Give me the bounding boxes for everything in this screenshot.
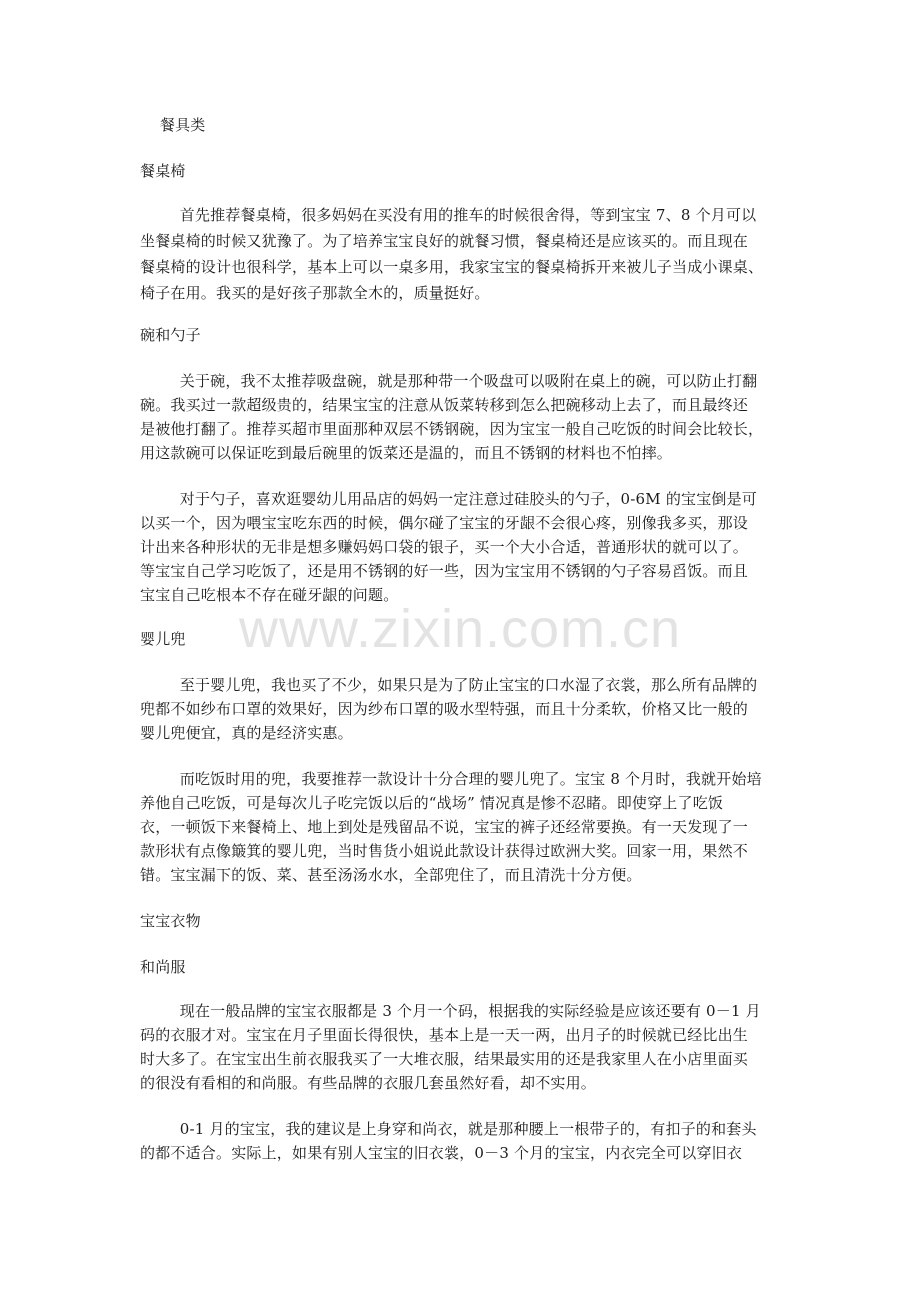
paragraph-line: 至于婴儿兜，我也买了不少，如果只是为了防止宝宝的口水湿了衣裳，那么所有品牌的	[140, 676, 758, 694]
paragraph-line: 的很没有看相的和尚服。有些品牌的衣服几套虽然好看，却不实用。	[140, 1074, 597, 1092]
paragraph-line: 码的衣服才对。宝宝在月子里面长得很快，基本上是一天一两，出月子的时候就已经比出生	[140, 1026, 749, 1044]
section-heading-tableware: 餐具类	[140, 116, 206, 134]
paragraph-line: 0-1 月的宝宝，我的建议是上身穿和尚衣，就是那种腰上一根带子的，有扣子的和套头	[140, 1120, 757, 1138]
section-heading-baby-clothing: 宝宝衣物	[140, 912, 201, 930]
paragraph-line: 错。宝宝漏下的饭、菜、甚至汤汤水水，全部兜住了，而且清洗十分方便。	[140, 866, 642, 884]
paragraph-line: 餐桌椅的设计也很科学，基本上可以一桌多用，我家宝宝的餐桌椅拆开来被儿子当成小课桌、	[140, 258, 764, 276]
watermark: www.zixin.com.cn	[238, 599, 682, 659]
paragraph-line: 现在一般品牌的宝宝衣服都是 3 个月一个码，根据我的实际经验是应该还要有 0－1 月	[140, 1002, 761, 1020]
paragraph-line: 用这款碗可以保证吃到最后碗里的饭菜还是温的，而且不锈钢的材料也不怕摔。	[140, 444, 673, 462]
paragraph-line: 关于碗，我不太推荐吸盘碗，就是那种带一个吸盘可以吸附在桌上的碗，可以防止打翻	[140, 372, 758, 390]
paragraph-line: 的都不适合。实际上，如果有别人宝宝的旧衣裳，0－3 个月的宝宝，内衣完全可以穿旧衣	[140, 1144, 743, 1162]
subheading-high-chair: 餐桌椅	[140, 162, 186, 180]
paragraph-line: 碗。我买过一款超级贵的，结果宝宝的注意从饭菜转移到怎么把碗移动上去了，而且最终还	[140, 396, 749, 414]
paragraph-line: 宝宝自己吃根本不存在碰牙龈的问题。	[140, 586, 399, 604]
paragraph-line: 衣，一顿饭下来餐椅上、地上到处是残留品不说，宝宝的裤子还经常要换。有一天发现了一	[140, 818, 749, 836]
paragraph-line: 椅子在用。我买的是好孩子那款全木的，质量挺好。	[140, 284, 490, 302]
paragraph-line: 等宝宝自己学习吃饭了，还是用不锈钢的好一些，因为宝宝用不锈钢的勺子容易舀饭。而且	[140, 562, 749, 580]
paragraph-line: 时大多了。在宝宝出生前衣服我买了一大堆衣服，结果最实用的还是我家里人在小店里面买	[140, 1050, 749, 1068]
paragraph-line: 对于勺子，喜欢逛婴幼儿用品店的妈妈一定注意过硅胶头的勺子，0-6M 的宝宝倒是可	[140, 490, 758, 508]
paragraph-line: 是被他打翻了。推荐买超市里面那种双层不锈钢碗，因为宝宝一般自己吃饭的时间会比较长，	[140, 420, 764, 438]
paragraph-line: 兜都不如纱布口罩的效果好，因为纱布口罩的吸水型特强，而且十分柔软，价格又比一般的	[140, 700, 749, 718]
paragraph-line: 养他自己吃饭，可是每次儿子吃完饭以后的“战场” 情况真是惨不忍睹。即使穿上了吃饭	[140, 794, 724, 812]
paragraph-line: 坐餐桌椅的时候又犹豫了。为了培养宝宝良好的就餐习惯，餐桌椅还是应该买的。而且现在	[140, 232, 749, 250]
paragraph-line: 首先推荐餐桌椅，很多妈妈在买没有用的推车的时候很舍得，等到宝宝 7、8 个月可以	[140, 206, 757, 224]
paragraph-line: 计出来各种形状的无非是想多赚妈妈口袋的银子，买一个大小合适，普通形状的就可以了。	[140, 538, 749, 556]
paragraph-line: 而吃饭时用的兜，我要推荐一款设计十分合理的婴儿兜了。宝宝 8 个月时，我就开始培	[140, 770, 762, 788]
paragraph-line: 款形状有点像簸箕的婴儿兜，当时售货小姐说此款设计获得过欧洲大奖。回家一用，果然不	[140, 842, 749, 860]
paragraph-line: 婴儿兜便宜，真的是经济实惠。	[140, 724, 353, 742]
subheading-monk-clothes: 和尚服	[140, 958, 186, 976]
paragraph-line: 以买一个，因为喂宝宝吃东西的时候，偶尔碰了宝宝的牙龈不会很心疼，别像我多买，那设	[140, 514, 749, 532]
subheading-bowl-and-spoon: 碗和勺子	[140, 326, 201, 344]
subheading-bib: 婴儿兜	[140, 630, 186, 648]
